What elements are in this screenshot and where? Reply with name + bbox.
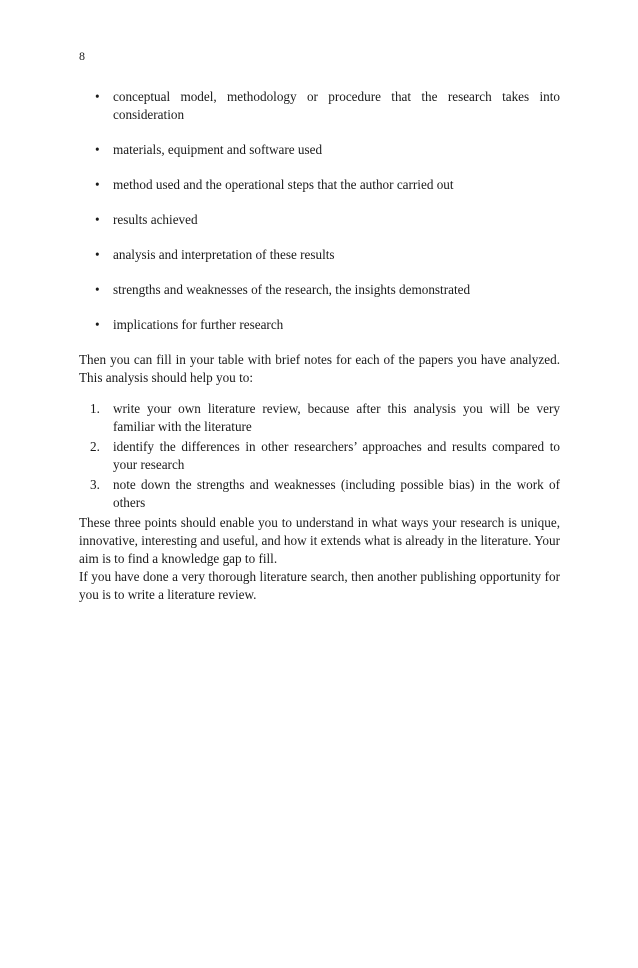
bullet-text: strengths and weaknesses of the research, the insights demonstrated: [113, 282, 471, 297]
bullet-icon: •: [95, 282, 100, 297]
bullet-icon: •: [95, 142, 100, 157]
bullet-text: implications for further research: [113, 317, 284, 332]
bullet-icon: •: [95, 317, 100, 332]
bullet-icon: •: [95, 247, 100, 262]
bullet-icon: •: [95, 212, 100, 227]
paragraph-literature-review: If you have done a very thorough literature search, then another publishing opportunity for you is to write a literature review.: [79, 569, 560, 602]
bullet-text: conceptual model, methodology or procedure that the research takes into consideration: [113, 89, 560, 122]
numbered-item: [79, 476, 560, 512]
paragraph-analysis-intro: Then you can fill in your table with brief notes for each of the papers you have analyzed. This analysis should help you to:: [79, 352, 560, 385]
item-number: 3.: [90, 477, 100, 492]
numbered-list: [79, 400, 560, 512]
bullet-item: [79, 141, 560, 159]
bullet-text: analysis and interpretation of these results: [113, 247, 335, 262]
bullet-item: [79, 88, 560, 124]
item-number: 1.: [90, 401, 100, 416]
item-text: identify the differences in other researchers’ approaches and results compared to your research: [113, 439, 560, 472]
bullet-text: results achieved: [113, 212, 198, 227]
numbered-item: [79, 438, 560, 474]
page-content: [79, 88, 560, 604]
bullet-icon: •: [95, 89, 100, 104]
page-number: 8: [79, 49, 85, 63]
bullet-text: method used and the operational steps that the author carried out: [113, 177, 454, 192]
bullet-item: [79, 281, 560, 299]
bullet-item: [79, 176, 560, 194]
bullet-item: [79, 211, 560, 229]
item-number: 2.: [90, 439, 100, 454]
item-text: write your own literature review, because after this analysis you will be very familiar with the literature: [113, 401, 560, 434]
bullet-icon: •: [95, 177, 100, 192]
bullet-list: [79, 88, 560, 334]
item-text: note down the strengths and weaknesses (including possible bias) in the work of others: [113, 477, 560, 510]
paragraph-three-points: These three points should enable you to understand in what ways your research is unique, innovative, interesting and useful, and how it extends what is already in the literature. Your aim is to find a knowledge gap to fill.: [79, 515, 560, 566]
bullet-item: [79, 316, 560, 334]
bullet-item: [79, 246, 560, 264]
numbered-item: [79, 400, 560, 436]
bullet-text: materials, equipment and software used: [113, 142, 323, 157]
